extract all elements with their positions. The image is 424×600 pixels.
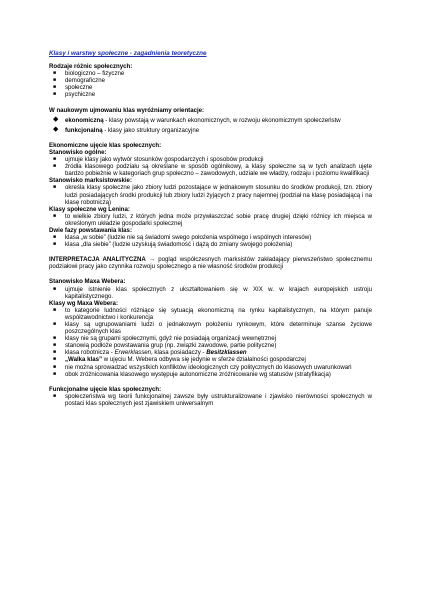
list-item: ■ ujmuje istnienie klas społecznych z ukształtowaniem się w XIX w. w krajach europejskich ustroju kapitalistycznego. [53,285,372,300]
list-item: ■ klasa robotnicza - Erwerklassen, klasa posiadaczy - Besitzklassen [53,349,247,357]
bullet-icon: ■ [53,234,57,241]
list-item: ■ demograficzne [53,77,105,85]
list-item: ■ klasy są ugrupowaniami ludzi o jednakowym położeniu rynkowym, które determinuje szanse życiowe poszczególnych klas [53,321,372,336]
subsection-heading: Klasy społeczne wg Lenina: [49,205,130,213]
list-item: ■ ujmuje klasy jako wytwór stosunków gospodarczych i sposobów produkcji [53,156,264,164]
bullet-icon: ■ [53,163,57,170]
diamond-bullet-icon: ◆ [53,125,59,133]
section-heading: W naukowym ujmowaniu klas wyróżniamy orientacje: [49,106,205,114]
list-item: ■ klasy nie są grupami społecznymi, gdyż nie posiadają organizacji wewnętrznej [53,335,277,343]
bullet-icon: ■ [53,335,57,342]
list-item: ■ określa klasy społeczne jako zbiory ludzi pozostające w jednakowym stosunku do środków produkcji, tzn. zbiory ludzi posiadających środki produkcji lub zbiory ludzi żyjących z pracy najemnej (podział na klasę posiadającą i na klasę robotniczą) [53,184,372,206]
bullet-icon: ■ [53,349,57,356]
subsection-heading: Dwie fazy powstawania klas: [49,226,132,234]
subsection-heading: Stanowisko ogólne: [49,148,107,156]
bullet-list [49,234,372,248]
interpretation-paragraph: INTERPRETACJA ANALITYCZNA → pogląd współczesnych marksistów zakładający pierwszeństwo społecznemu podziałowi pracy jako czynnika rozwoju społecznego a nie własność środków produkcji [49,256,372,271]
bullet-icon: ■ [53,285,57,292]
subsection-heading: Stanowisko marksistowskie: [49,177,132,185]
subsection-heading: Klasy wg Maxa Webera: [49,299,118,307]
list-item: ■ klasa „dla siebie” (ludzie uzyskują świadomość i dążą do zmiany swojego położenia) [53,241,293,249]
list-item: ■ to wielkie zbiory ludzi, z których jedna może przywłaszczać sobie pracę drugiej dzięki różnicy ich miejsca w określonym układzie gospodarki społecznej [53,212,372,227]
list-item: ■ obok zróżnicowania klasowego występuje autonomiczne zróżnicowanie wg statusów (stratyfikacja) [53,370,331,378]
bullet-icon: ■ [53,321,57,327]
bullet-icon: ■ [53,342,57,349]
section-heading: Funkcjonalne ujęcie klas społecznych: [49,385,162,393]
list-item: ■ psychiczne [53,91,96,99]
list-item: ■ społeczne [53,84,93,92]
bullet-list [49,184,372,205]
section-heading: Rodzaje różnic społecznych: [49,63,133,71]
list-item: ◆ funkcjonalną - klasy jako struktury organizacyjne [53,125,200,134]
bullet-list [49,70,372,98]
bullet-list [49,117,372,134]
bullet-icon: ■ [53,84,57,91]
bullet-icon: ■ [53,91,57,98]
diamond-bullet-icon: ◆ [53,115,59,123]
list-item: ■ klasa „w sobie” (ludzie nie są świadomi swego położenia wspólnego i wspólnych interesów) [53,234,312,242]
section-heading: Stanowisko Maxa Webera: [49,278,126,286]
bullet-icon: ■ [53,156,57,163]
list-item: ■ „Walka klas” w ujęciu M. Webera odbywa się jedynie w sferze działalności gospodarczej [53,356,306,364]
bullet-list [49,213,372,227]
document-title[interactable]: Klasy i warstwy społeczne - zagadnienia teoretyczne [49,50,207,57]
bullet-icon: ■ [53,184,57,191]
bullet-list [49,393,372,407]
bullet-icon: ■ [53,370,57,377]
section-heading: Ekonomiczne ujęcie klas społecznych: [49,141,162,149]
list-item: ■ społeczeństwa wg teorii funkcjonalnej zawsze były ustrukturalizowane i zjawisko nierówności społecznych w postaci klas społecznych jest zjawiskiem uniwersalnym [53,392,372,407]
bullet-list [49,156,372,177]
list-item: ◆ ekonomiczną - klasy powstają w warunkach ekonomicznych, w rozwoju ekonomicznym społeczeństw [53,115,341,124]
bullet-icon: ■ [53,363,57,370]
bullet-icon: ■ [53,241,57,248]
bullet-list [49,307,372,378]
bullet-icon: ■ [53,392,57,399]
bullet-icon: ■ [53,70,57,77]
bullet-list [49,286,372,300]
bullet-icon: ■ [53,306,57,313]
list-item: ■ biologiczno – fizyczne [53,70,125,78]
bullet-icon: ■ [53,212,57,219]
list-item: ■ nie można sprowadzać wszystkich konfliktów ideologicznych czy politycznych do klasowych uwarunkowań [53,363,352,371]
bullet-icon: ■ [53,77,57,84]
list-item: ■ to kategorie ludności różniące się sytuacją ekonomiczną na rynku kapitalistycznym, na którym panuje współzawodnictwo i konkurencja [53,306,372,321]
list-item: ■ źródła klasowego podziału są określane w sposób ogólnikowy, a klasy społeczne są w tych analizach ujęte bardzo pobieżnie w kategoriach grup społeczno – zawodowych, udziale we władzy, rodzaju i poziomu kwalifikacji [53,163,372,178]
list-item: ■ stanowią podłoże powstawania grup (np. związki zawodowe, partie polityczne) [53,342,277,350]
bullet-icon: ■ [53,356,57,363]
